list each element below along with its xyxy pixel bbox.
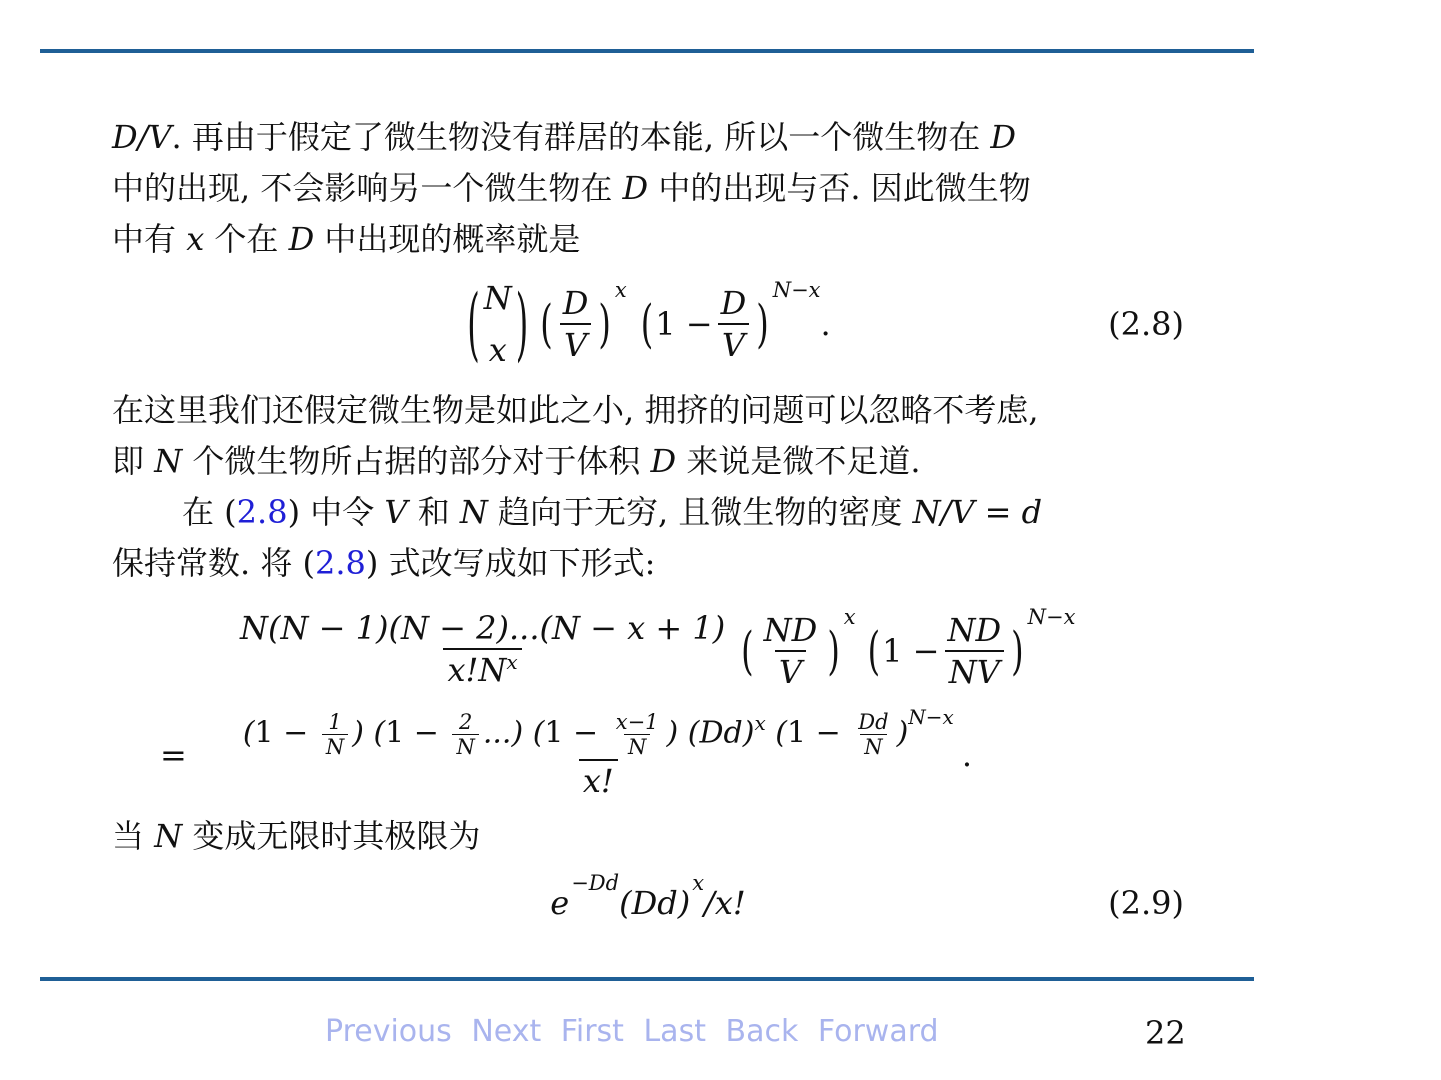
nav-back-link[interactable]: Back	[725, 1014, 799, 1049]
bottom-rule	[40, 977, 1254, 981]
equation-2-9: e −Dd (Dd) x /x! (2.9)	[112, 868, 1184, 938]
equation-2-8: ( N x ) ( $\frac{D}{V}$ ) x ( 1 − $\frac{D}{V}$ ) N−x . (2.8)	[467, 275, 1184, 371]
nav-last-link[interactable]: Last	[643, 1014, 706, 1049]
math-dv: D/V	[112, 118, 172, 156]
nav-next-link[interactable]: Next	[471, 1014, 542, 1049]
equation-number: (2.8)	[1108, 304, 1184, 343]
navigation-bar	[325, 1014, 949, 1049]
paragraph-2: 在这里我们还假定微生物是如此之小, 拥挤的问题可以忽略不考虑, 即 N 个微生物所占据的部分对于体积 D 来说是微不足道.	[112, 391, 1039, 480]
equation-link[interactable]: 2.8	[236, 493, 288, 531]
paragraph-4: 当 N 变成无限时其极限为	[112, 817, 481, 855]
paragraph-1: D/V. 再由于假定了微生物没有群居的本能, 所以一个微生物在 D 中的出现, 不会影响另一个微生物在 D 中的出现与否. 因此微生物 中有 x 个在 D 中出现的概率就是	[112, 118, 1031, 258]
equation-link[interactable]: 2.8	[315, 544, 366, 582]
page-content	[112, 112, 1184, 938]
equation-number: (2.9)	[1108, 883, 1184, 922]
equation-expansion-1: $\frac{N(N - 1)(N - 2)...(N - x + 1)}{x!N^x}$ ( $\frac{ND}{V}$ ) x ( 1 − $\frac{ND}{NV}$ ) N−x	[112, 601, 1184, 701]
equation-expansion-2: = (1 − $\frac{1}{N}$ ) (1 − $\frac{2}{N}$ ...) (1 − $\frac{x-1}{N}$ ) $(Dd)^x$ (1 − $\frac{Dd}{N}$ )$^{N-x}$ x! .	[160, 705, 973, 800]
nav-previous-link[interactable]: Previous	[325, 1014, 452, 1049]
paragraph-3: 在 (2.8) 中令 V 和 N 趋向于无穷, 且微生物的密度 N/V = d 保持常数. 将 (2.8) 式改写成如下形式:	[112, 493, 1043, 582]
page-number: 22	[1145, 1014, 1186, 1052]
nav-forward-link[interactable]: Forward	[817, 1014, 939, 1049]
top-rule	[40, 49, 1254, 53]
nav-first-link[interactable]: First	[560, 1014, 624, 1049]
